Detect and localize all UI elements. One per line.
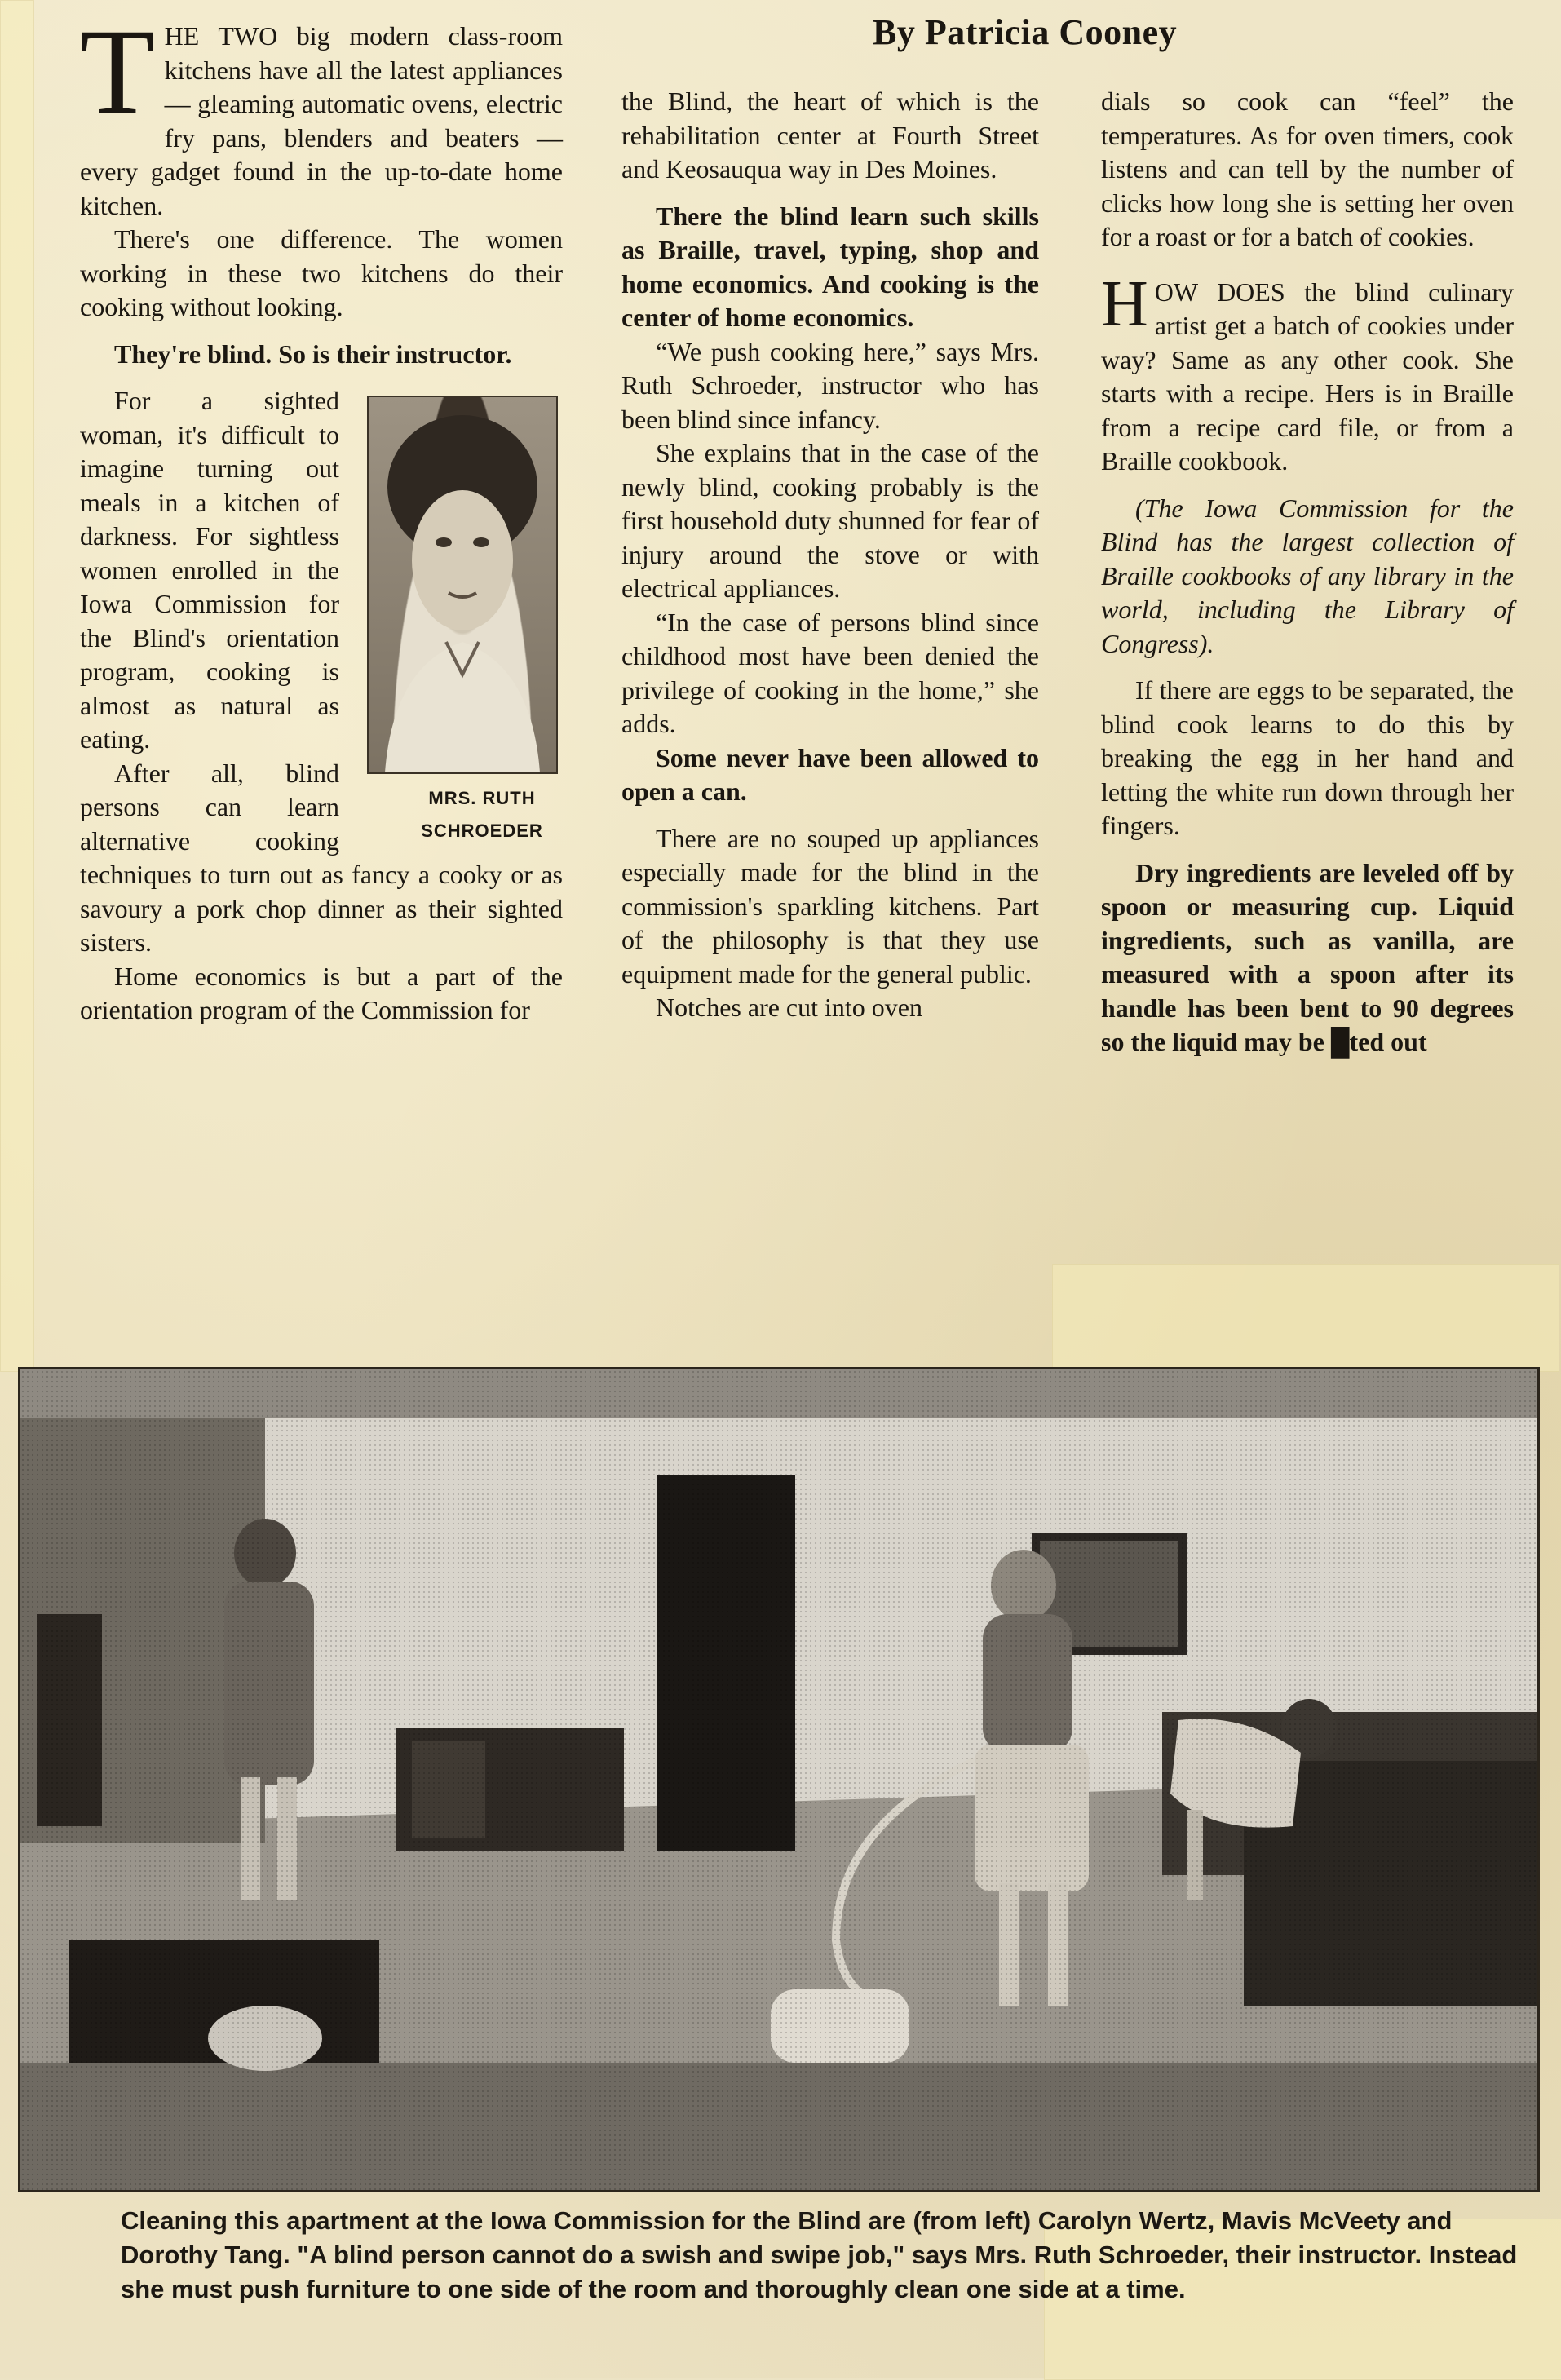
paragraph: There are no souped up appliances especially made for the blind in the commission's sparkling kitchens. Part of the philosophy is that they use equipment made for the general public.	[621, 823, 1039, 989]
portrait-photo	[367, 396, 558, 774]
portrait-caption-line: SCHROEDER	[421, 821, 543, 841]
paragraph-bold: Dry ingredients are leveled off by spoon or measuring cup. Liquid ingredients, such as vanilla, are measured with a spoon after its handle has been bent to 90 degrees so the liquid may be █ted out	[1101, 857, 1514, 1056]
photo-caption: Cleaning this apartment at the Iowa Commission for the Blind are (from left) Carolyn Wertz, Mavis McVeety and Dorothy Tang. "A blind person cannot do a swish and swipe job," says Mrs. Ruth Schroeder, their instructor. Instead she must push furniture to one side of the room and thoroughly clean one side at a time.	[121, 2206, 1518, 2303]
paragraph: Home economics is but a part of the orientation program of the Commission for	[80, 961, 563, 1024]
paragraph: HE TWO big modern class-room kitchens have all the latest appliances — gleaming automatic ovens, electric fry pans, blenders and beaters — every gadget found in the up-to-date home kitchen.	[80, 21, 563, 220]
paragraph-bold: They're blind. So is their instructor.	[114, 338, 512, 369]
paragraph: There's one difference. The women working in these two kitchens do their cooking without looking.	[80, 224, 563, 321]
apartment-photo	[18, 1367, 1540, 2192]
apartment-photo-illustration	[20, 1369, 1537, 2190]
drop-cap: H	[1101, 268, 1148, 340]
paragraph: “In the case of persons blind since childhood most have been denied the privilege of cooking in the home,” she adds.	[621, 607, 1039, 738]
article-column-1	[80, 4, 563, 1028]
article-column-3	[1101, 85, 1514, 1059]
drop-cap: T	[80, 4, 155, 139]
paragraph-bold: There the blind learn such skills as Braille, travel, typing, shop and home economics. And cooking is the center of home economics.	[621, 201, 1039, 332]
portrait-caption-line: MRS. RUTH	[428, 788, 536, 808]
paragraph: Notches are cut into oven	[656, 993, 922, 1022]
paragraph: After all, blind persons can learn alternative cooking techniques to turn out as fancy a cooky or as savoury a pork chop dinner as their sighted sisters.	[80, 758, 563, 957]
paragraph: the Blind, the heart of which is the rehabilitation center at Fourth Street and Keosauqua way in Des Moines.	[621, 86, 1039, 184]
paragraph: “We push cooking here,” says Mrs. Ruth Schroeder, instructor who has been blind since infancy.	[621, 336, 1039, 434]
paragraph-text: For a sighted woman, it's difficult to imagine turning out meals in a kitchen of darkness. For sightless women enrolled in the Iowa Commission for the Blind's orientation program, cooking is almost as natural as eating.	[80, 386, 339, 754]
paragraph-with-portrait	[80, 384, 563, 841]
paragraph: If there are eggs to be separated, the blind cook learns to do this by breaking the egg in her hand and letting the white run down through her fingers.	[1101, 675, 1514, 840]
paragraph: dials so cook can “feel” the temperatures. As for oven timers, cook listens and can tell by the number of clicks how long she is setting her oven for a roast or for a batch of cookies.	[1101, 86, 1514, 251]
tape-strip-right	[1052, 1264, 1559, 1372]
paragraph-italic: (The Iowa Commission for the Blind has the largest collection of Braille cookbooks of any library in the world, including the Library of Congress).	[1101, 493, 1514, 658]
paragraph-text: OW DOES the blind culinary artist get a batch of cookies under way? Same as any other cook. She starts with a recipe. Hers is in Braille from a recipe card file, or from a Braille cookbook.	[1101, 276, 1514, 476]
byline: By Patricia Cooney	[873, 12, 1178, 52]
portrait-illustration	[369, 397, 556, 772]
portrait-caption	[367, 782, 563, 847]
paragraph-with-dropcap	[1101, 268, 1514, 479]
portrait-figure	[359, 396, 563, 847]
paragraph-bold: Some never have been allowed to open a can.	[621, 742, 1039, 806]
paragraph: She explains that in the case of the newly blind, cooking probably is the first household duty shunned for fear of injury around the stove or with electrical appliances.	[621, 438, 1039, 603]
tape-strip-left	[0, 0, 34, 1372]
article-column-2	[621, 85, 1039, 1025]
